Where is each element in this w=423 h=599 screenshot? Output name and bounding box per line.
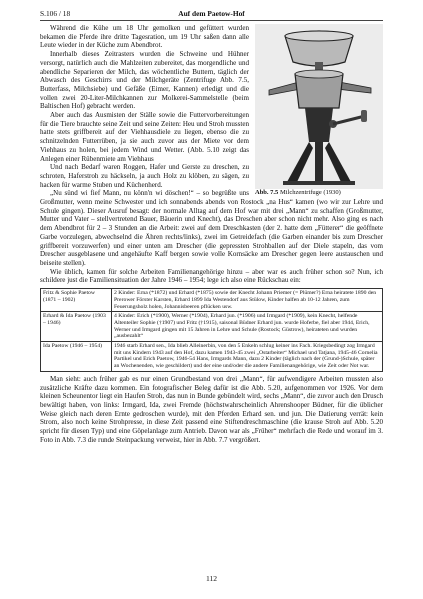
table-cell-description: 1946 starb Erhard sen., Ida blieb Alleinerbin, von den 5 Enkeln schlug keiner ins Fach. Kriegsbedingt zog Irmgard mit uns Kindern 1943 auf den Hof, dazu kamen 1943-45 zwei „Ostarbeiter“ Michael und Tatjana, 1945-46 Cornelia Partikel und Erich Paetow, 1946-54 Hans, Irmgards Mann, dazu 2 Kinder (täglich nach der (Grund-)Schule, später an Wochenenden, wie geschildert) und der eine und/oder die andere Familienangehörige, wie Zeit oder Not war.	[112, 342, 383, 372]
family-table	[40, 288, 383, 372]
table-row	[41, 342, 383, 372]
chapter-title: Auf dem Paetow-Hof	[178, 9, 245, 18]
running-header	[40, 8, 383, 21]
paragraph: „Nu sünd wi fief Mann, nu könn'n wi döschen!“ – so begrüßte uns Großmutter, wenn meine Schwester und ich sonnabends abends von Rostock „na Hus“ kamen (wo wir zur Lehre und Schule gingen). Dieser Ausruf besagt: der normale Alltag auf dem Hof war mit drei „Mann“ zu schaffen (Großmutter, Mutter und Vater – stellvertretend Bauer, Bäuerin und Knecht), das Dreschen aber schon nicht mehr. Also ging es nach dem Abendbrot für 2 – 3 Stunden an die Arbeit: zwei auf dem Dreschkasten (der 2. hatte dem „Fütterer“ die geöffnete Garbe vorzulegen, abwechselnd die Ähren rechts/links), zwei im Getreidefach (die Garben einander bis zum Drescher griffbereit vorzuwerfen) und einer unten am Drescher (die gepressten Strohballen auf der Diele stapeln, das vom Drescher ausgeblasene und angehäufte Kaff bergen sowie volle Kornsäcke am Drescher gegen leere austauschen und beiseite stellen).	[40, 189, 383, 267]
paragraph: Aber auch das Ausmisten der Ställe sowie die Futtervorbereitungen für die Tiere brauchte seine Zeit und seine Zeiten: Heu und Stroh mussten hatte stets griffbereit auf der Viehhausdiele zu liegen, ebenso die zu schnitzelnden Futterrüben, ja sie auch zuvor aus der Miete vor dem Viehhaus zu holen, bei jedem Wind und Wetter. (Abb. 5.10 zeigt das Anlegen einer Rübenmiete am Viehhaus	[40, 111, 249, 163]
body-text	[40, 24, 383, 444]
figure-milk-centrifuge	[255, 24, 383, 197]
table-row	[41, 312, 383, 342]
table-cell-description: 4 Kinder: Erich (*1900), Werner (*1904), Erhard jun. (*1906) und Irmgard (*1909), kein Knecht, helfende Altenteiler Sophie (†1907) und Fritz (†1915), saisonal Büdner Erhard jun. wurde Hoferbe, fiel aber 1944, Erich, Werner und Irmgard gingen mit 15 Jahren in Lehre und Schule (Rostock; Güstrow), heirateten und wurden „ausbezahlt“	[112, 312, 383, 342]
table-cell-household: Ida Paetow (1946 – 1954)	[41, 342, 112, 372]
figure-label: Abb. 7.5	[255, 189, 279, 196]
figure-caption-text: Milchzentrifuge (1930)	[279, 189, 341, 196]
table-cell-household: Erhard & Ida Paetow (1903 – 1946)	[41, 312, 112, 342]
milk-centrifuge-photo	[255, 24, 383, 189]
paragraph: Während die Kühe um 18 Uhr gemolken und gefüttert wurden bekamen die Pferde ihre dritte Tagesration, um 19 Uhr saßen dann alle Leute wieder in der Küche zum Abendbrot.	[40, 24, 249, 50]
page-reference: S.106 / 18	[40, 9, 71, 18]
paragraph: Man sieht: auch früher gab es nur einen Grundbestand von drei „Mann“, für aufwendigere Arbeiten mussten also zusätzliche Kräfte dazu kommen. Ein fotografischer Beleg dafür ist die Abb. 5.20, aufgenommen vor 1926. Vor dem kleinen Scheunentor liegt ein Haufen Stroh, das nun in Bunde gebündelt wird, sechs „Mann“, die zuvor auch den Drusch bewältigt haben, von links: Irmgard, Ida, zwei Fremde (höchstwahrscheinlich Ahrenshooper Büdner, für die üblicher Weise gleich nach deren Ernte gedroschen wurde), mit den Pferden Erhard sen. und jun. Die Datierung verrät: kein Strom, also noch keine Strohpresse, in diese Zeit passend eine Stiftendreschmaschine (die krause Stroh auf Abb. 5.20 spricht für diesen Typ) und eine Göpelanlage zum Antrieb. Davon war als „Früher“ mehrfach die Rede und worauf im 3. Foto in Abb. 7.3 die runde Steinpackung verweist, hier in Abb. 7.7 vergrößert.	[40, 374, 383, 444]
figure-caption	[255, 189, 383, 197]
paragraph: Innerhalb dieses Zeitrasters wurden die Schweine und Hühner versorgt, natürlich auch die Mahlzeiten zubereitet, das morgendliche und abendliche Separieren der Milch, das wöchentliche Buttern, täglich der Abwasch des Geschirrs und der Milchgeräte (Zentrifuge Abb. 7.5, Butterfass, Milchsiebe) und Gefäße (Eimer, Kannen) erledigt und die vollen zwei 20-Liter-Milchkannen zur Molkerei-Sammelstelle (beim Baltischen Hof) gebracht werden.	[40, 50, 249, 111]
table-cell-household: Fritz & Sophie Paetow (1871 – 1902)	[41, 289, 112, 312]
table-row	[41, 289, 383, 312]
page-number: 112	[205, 574, 218, 583]
paragraph: Und nach Bedarf waren Roggen, Hafer und Gerste zu dreschen, zu schroten, Haferstroh zu häckseln, ja auch Holz zu klöben, zu sägen, zu hacken für warme Stuben und Küchenherd.	[40, 163, 249, 189]
table-cell-description: 2 Kinder: Erna (*1872) und Erhard (*1875) sowie der Knecht Johann Priemer (= Plümer?) Erna heiratete 1890 den Prerower Förster Karsten, Erhard 1899 Ida Westendorf aus Stülow, Kinder halfen ab 10-12 Jahren, zum Feuerungsholz holen, Johannisbeeren pflücken usw.	[112, 289, 383, 312]
paragraph: Wie üblich, kamen für solche Arbeiten Familienangehörige hinzu – aber war es auch früher schon so? Nun, ich schildere just die Familiensituation der Jahre 1946 – 1954; lege ich also eine Rückschau ein:	[40, 267, 383, 285]
